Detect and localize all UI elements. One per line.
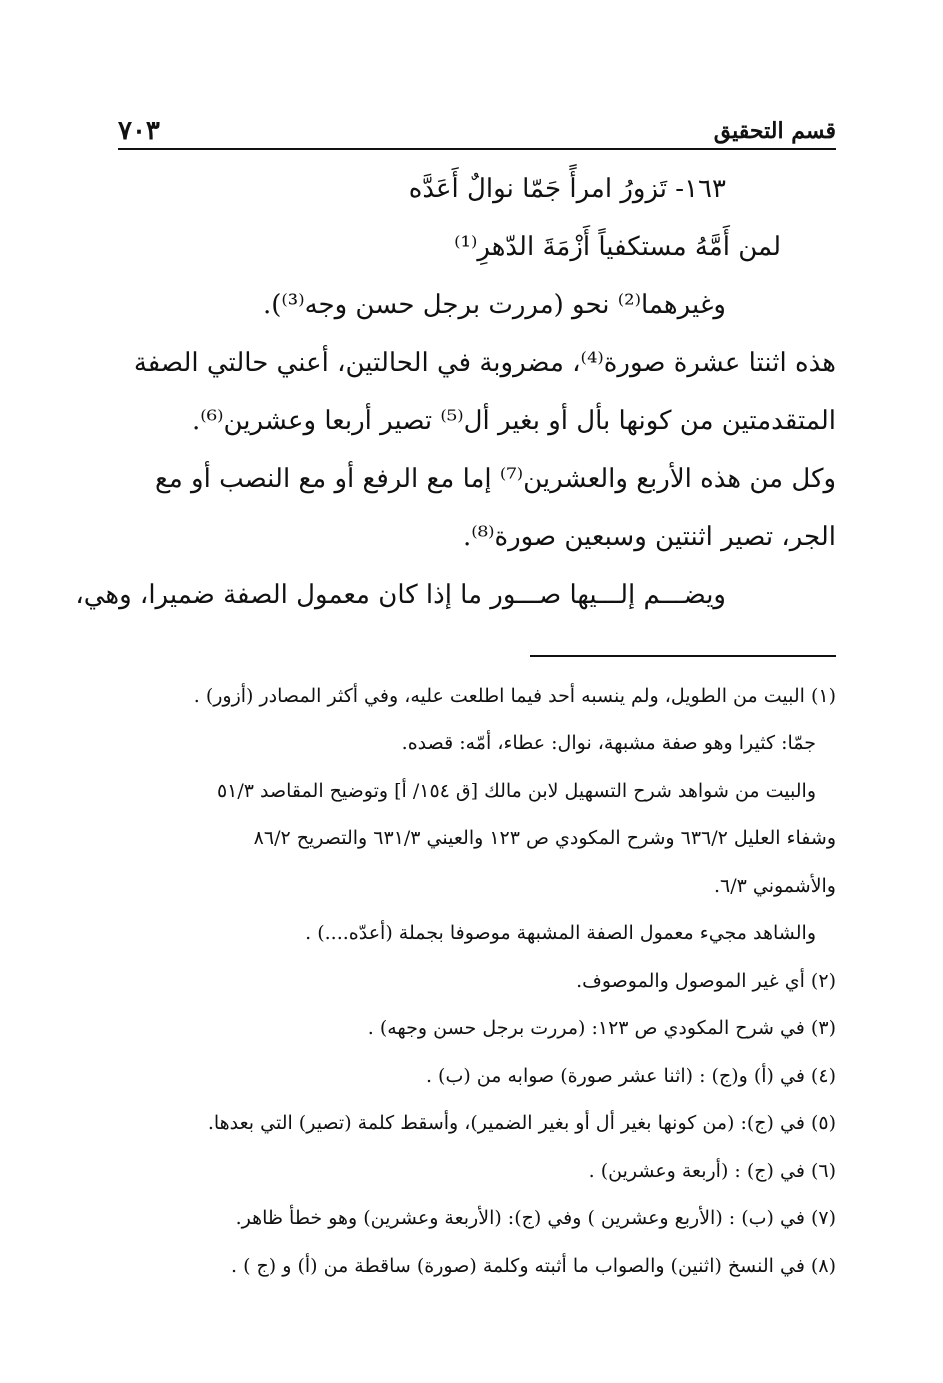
- page-header: [118, 112, 836, 150]
- body-line: وغيرهما⁽²⁾ نحو (مررت برجل حسن وجه⁽³⁾).: [262, 290, 726, 320]
- footnotes: [118, 672, 836, 1290]
- footnote-6: (٦) في (ج) : (أربعة وعشرين) .: [588, 1159, 836, 1182]
- footnote-7: (٧) في (ب) : (الأربع وعشرين ) وفي (ج): (الأربعة وعشرين) وهو خطأ ظاهر.: [235, 1207, 836, 1230]
- verse-line-1: ١٦٣- تَزورُ امرأً جَمّا نوالٌ أَعَدَّه: [408, 174, 726, 204]
- footnote-1-sources-end: والأشموني ٦/٣.: [713, 874, 836, 897]
- footnote-4: (٤) في (أ) و(ج) : (اثنا عشر صورة) صوابه من (ب) .: [425, 1064, 836, 1087]
- footnote-1-sources-cont: وشفاء العليل ٦٣٦/٢ وشرح المكودي ص ١٢٣ والعيني ٦٣١/٣ والتصريح ٨٦/٢: [253, 827, 836, 850]
- page-number: ٧٠٣: [118, 116, 160, 146]
- footnote-1-evidence: والشاهد مجيء معمول الصفة المشبهة موصوفا بجملة (أعدّه....) .: [305, 922, 816, 945]
- main-text: [75, 160, 836, 624]
- running-title: قسم التحقيق: [713, 118, 836, 144]
- body-line: ويضـــم إلـــيها صـــور ما إذا كان معمول الصفة ضميرا، وهي،: [75, 580, 726, 610]
- footnote-2: (٢) أي غير الموصول والموصوف.: [576, 969, 836, 992]
- footnote-5: (٥) في (ج): (من كونها بغير أل أو بغير الضمير)، وأسقط كلمة (تصير) التي بعدها.: [207, 1112, 836, 1135]
- body-line: المتقدمتين من كونها بأل أو بغير أل⁽⁵⁾ تصير أربعا وعشرين⁽⁶⁾.: [192, 406, 836, 436]
- footnote-8: (٨) في النسخ (اثنين) والصواب ما أثبته وكلمة (صورة) ساقطة من (أ) و (ج ) .: [231, 1254, 836, 1277]
- body-line: هذه اثنتا عشرة صورة⁽⁴⁾، مضروبة في الحالتين، أعني حالتي الصفة: [133, 348, 836, 378]
- footnote-1: (١) البيت من الطويل، ولم ينسبه أحد فيما اطلعت عليه، وفي أكثر المصادر (أزور) .: [193, 684, 836, 707]
- verse-line-2: لمن أَمَّهُ مستكفياً أَزْمَةَ الدّهرِ⁽¹⁾: [454, 232, 781, 262]
- body-line: وكل من هذه الأربع والعشرين⁽⁷⁾ إما مع الرفع أو مع النصب أو مع: [155, 464, 836, 494]
- footnote-divider: [530, 655, 836, 657]
- footnote-1-gloss: جمّا: كثيرا وهو صفة مشبهة، نوال: عطاء، أمّه: قصده.: [401, 732, 816, 755]
- footnote-3: (٣) في شرح المكودي ص ١٢٣: (مررت برجل حسن وجهه) .: [367, 1017, 836, 1040]
- footnote-1-sources: والبيت من شواهد شرح التسهيل لابن مالك [ق ١٥٤/ أ] وتوضيح المقاصد ٥١/٣: [216, 779, 816, 802]
- body-line: الجر، تصير اثنتين وسبعين صورة⁽⁸⁾.: [462, 522, 836, 552]
